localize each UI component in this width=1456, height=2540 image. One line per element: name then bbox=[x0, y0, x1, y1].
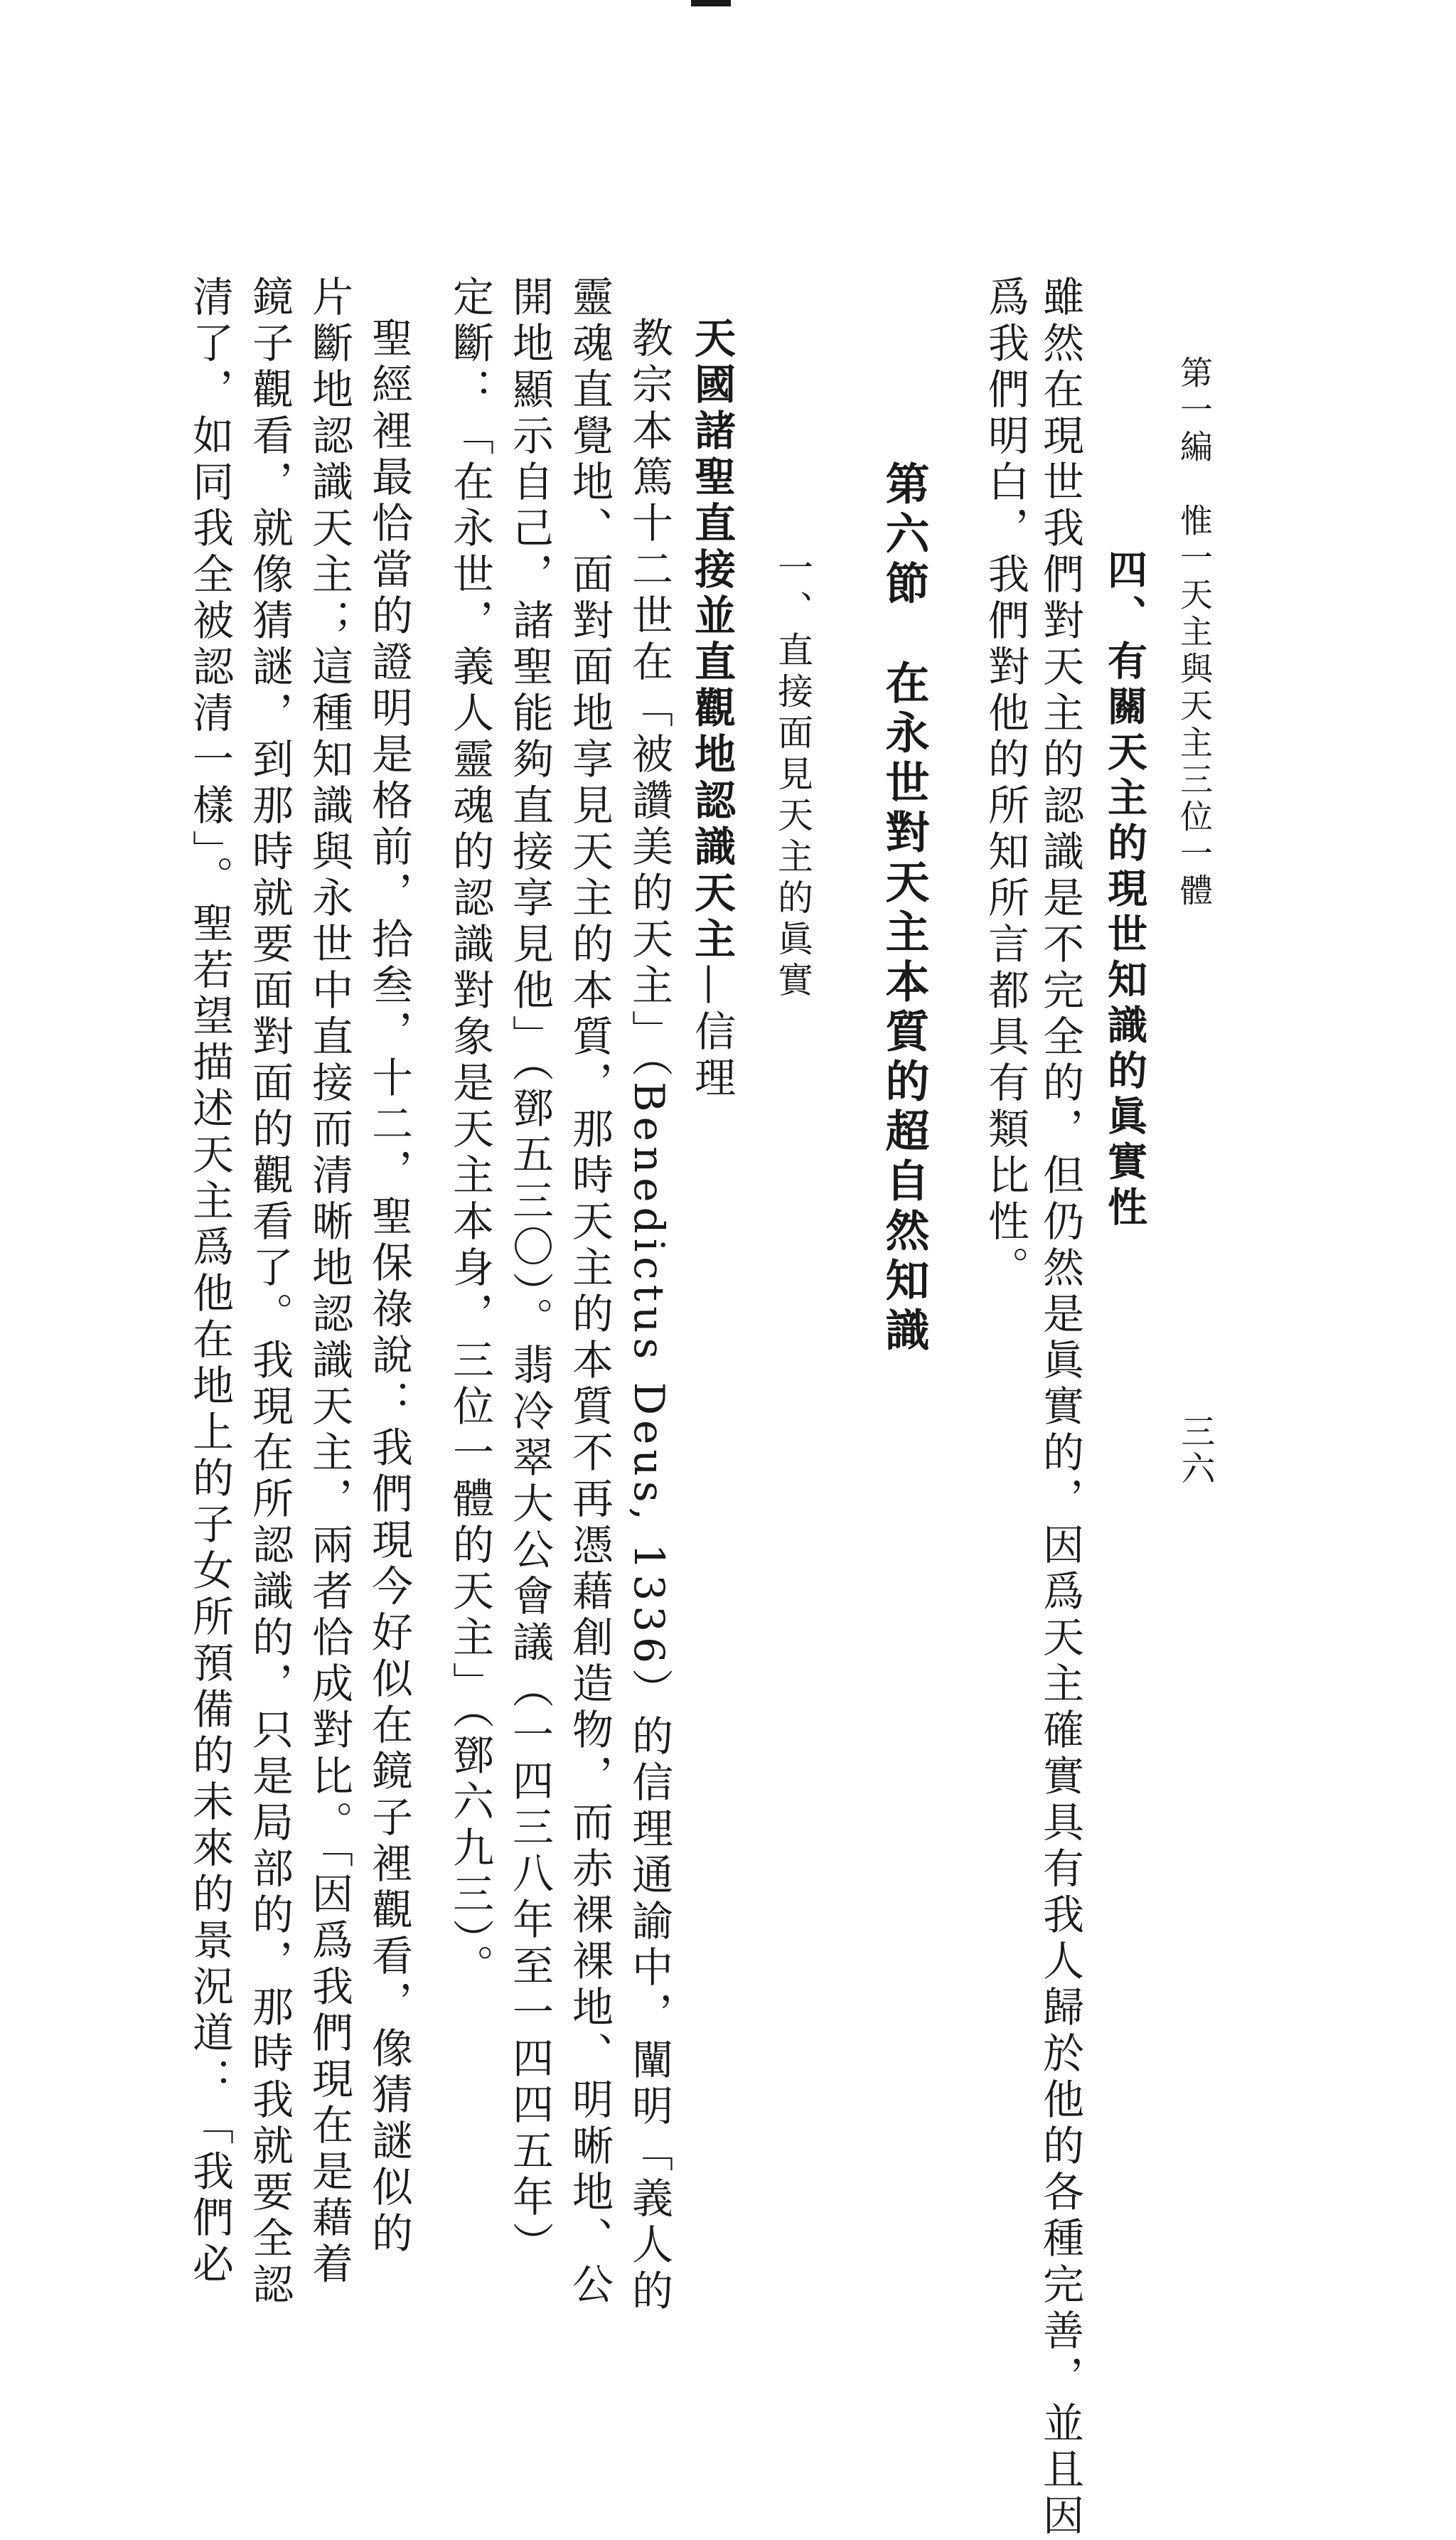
section-four-line-2: 爲我們明白，我們對他的所知所言都具有類比性。 bbox=[981, 275, 1029, 1292]
top-edge-mark bbox=[691, 0, 731, 6]
paragraph-one-line-4: 定斷：「在永世，義人靈魂的認識對象是天主本身，三位一體的天主」（鄧六九三）。 bbox=[446, 275, 494, 1990]
running-head: 第一編 惟一天主與天主三位一體 bbox=[1175, 356, 1214, 910]
section-six-title: 第六節 在永世對天主本質的超自然知識 bbox=[878, 461, 930, 1357]
paragraph-one-line-3: 開地顯示自己，諸聖能夠直接享見他」（鄧五三〇）。翡冷翠大公會議（一四三八年至一四四五年） bbox=[505, 275, 554, 2268]
paragraph-two-line-2: 片斷地認識天主；這種知識與永世中直接而清晰地認識天主，兩者恰成對比。「因爲我們現在是藉着 bbox=[305, 275, 353, 2288]
run-heading-text: 天國諸聖直接並直觀地認識天主 bbox=[687, 316, 736, 964]
page-number: 三六 bbox=[1175, 1414, 1215, 1488]
section-four-line-1: 雖然在現世我們對天主的認識是不完全的，但仍然是眞實的，因爲天主確實具有我人歸於他的各種完善，並且因 bbox=[1036, 275, 1084, 2540]
paragraph-two-line-4: 清了，如同我全被認清一樣」。聖若望描述天主爲他在地上的子女所預備的未來的景況道：「我們必 bbox=[186, 275, 234, 2288]
paragraph-one-line-2: 靈魂直覺地、面對面地享見天主的本質，那時天主的本質不再憑藉創造物，而赤裸裸地、明晰地、公 bbox=[565, 275, 614, 2309]
run-heading-tail: —信理 bbox=[687, 964, 736, 1102]
paragraph-one-line-1: 教宗本篤十二世在「被讚美的天主」（Benedictus Deus, 1336）的信理通諭中，闡明「義人的 bbox=[625, 316, 673, 2316]
paragraph-two-line-3: 鏡子觀看，就像猜謎，到那時就要面對面的觀看了。我現在所認識的，只是局部的，那時我就要全認 bbox=[245, 275, 294, 2309]
paragraph-two-line-1: 聖經裡最恰當的證明是格前，拾叁，十二，聖保祿說：我們現今好似在鏡子裡觀看，像猜謎似的 bbox=[365, 316, 413, 2258]
point-one-heading: 一、直接面見天主的眞實 bbox=[772, 549, 813, 1003]
run-heading bbox=[687, 316, 736, 1102]
section-four-title: 四、有關天主的現世知識的眞實性 bbox=[1101, 549, 1148, 1232]
